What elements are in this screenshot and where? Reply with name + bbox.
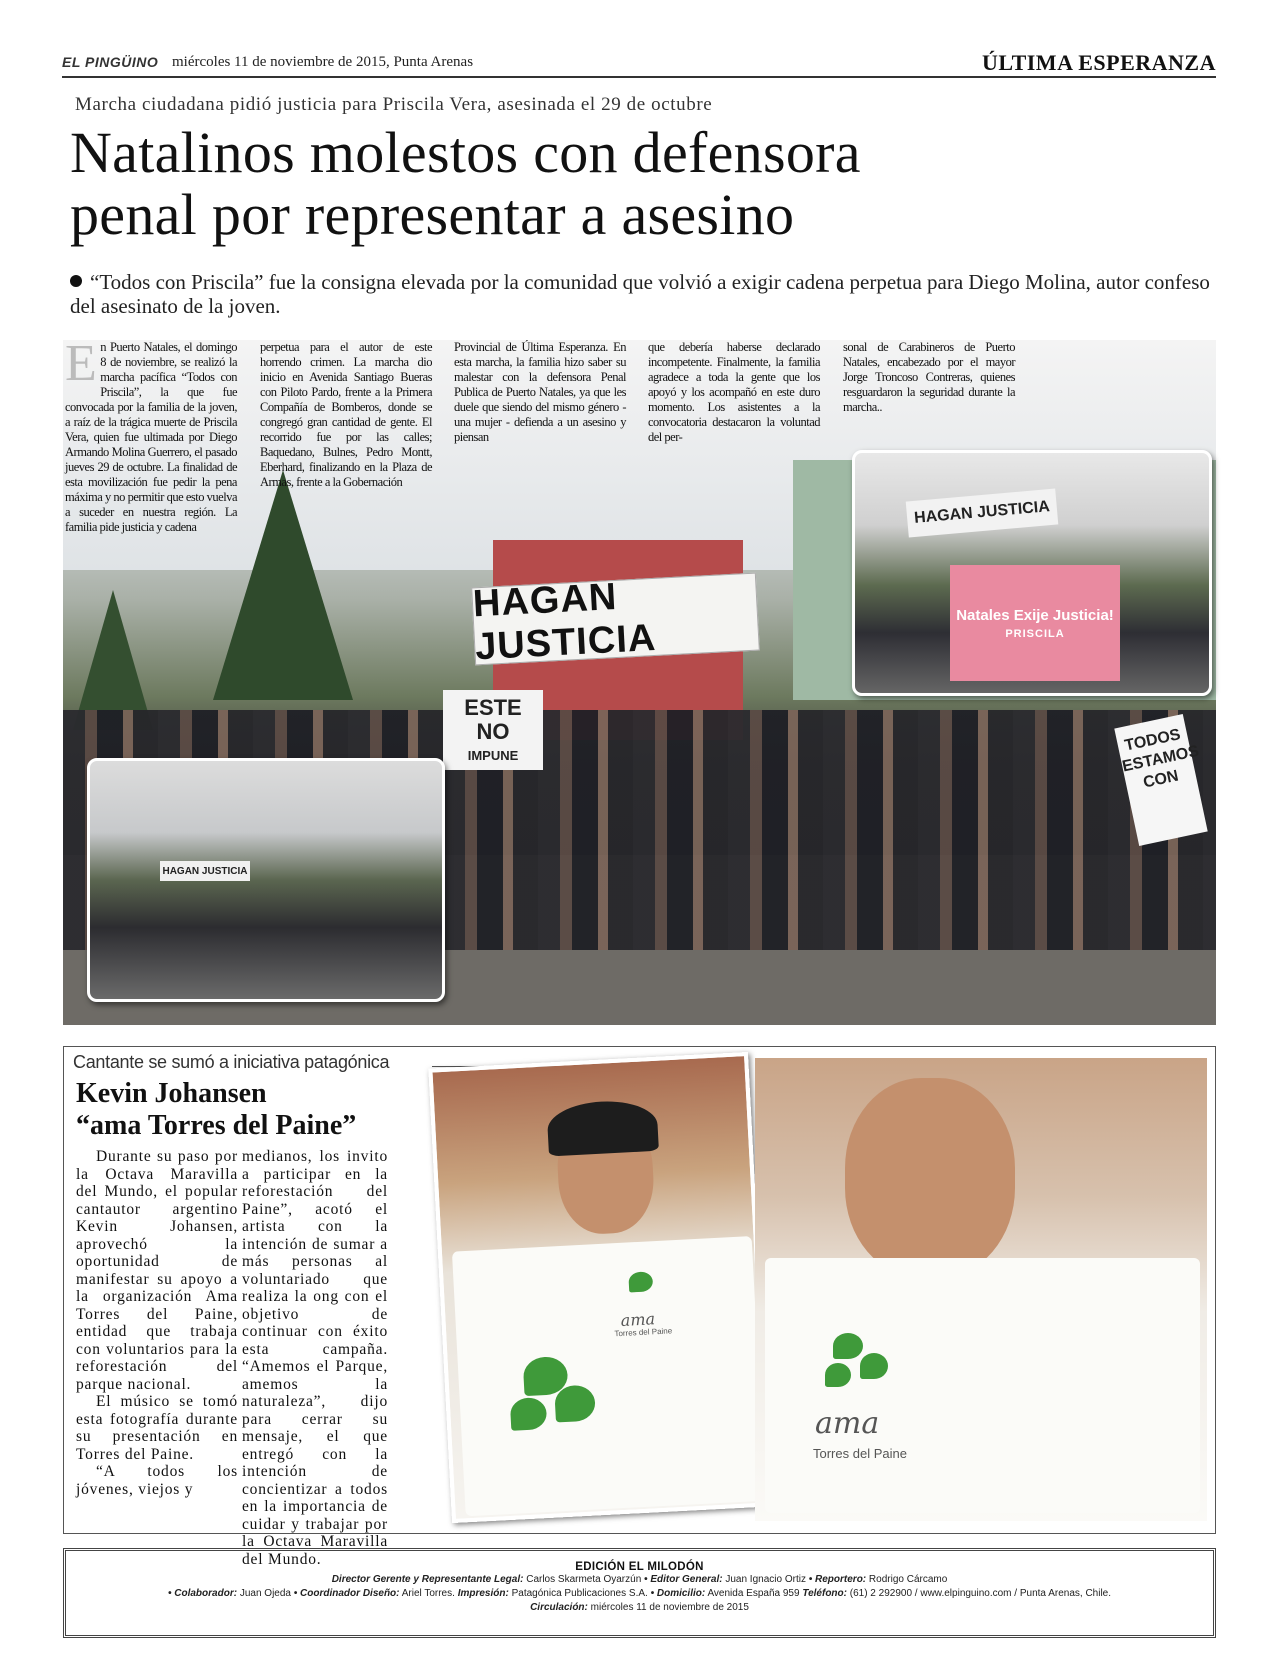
footer-line-2 <box>66 1587 1213 1601</box>
leaf-icon <box>860 1353 888 1379</box>
photo-banner: HAGAN JUSTICIA <box>471 573 760 666</box>
footer-label: Director Gerente y Representante Legal: <box>331 1574 524 1585</box>
second-headline-line-1: Kevin Johansen <box>76 1078 267 1109</box>
footer-value: Avenida España 959 <box>707 1588 800 1599</box>
main-column-5-text: sonal de Carabineros de Puerto Natales, encabezado por el mayor Jorge Troncoso Contreras, quienes resguardaron la seguridad durante la marcha.. <box>843 340 1015 414</box>
main-column-1-text: n Puerto Natales, el domingo 8 de noviembre, se realizó la marcha pacífica “Todos con Priscila”, la que fue convocada por la familia de la joven, a raíz de la trágica muerte de Priscila Vera, quien fue ultimada por Diego Armando Molina Guerrero, el pasado jueves 29 de octubre. La finalidad de esta movilización fue pedir la pena máxima y no permitir que esto vuelva a suceder en nuestra región. La familia pide justicia y cadena <box>65 340 237 534</box>
poster-text: Natales Exije Justicia! <box>956 606 1114 624</box>
johansen-portrait-photo <box>755 1058 1207 1521</box>
johansen-selfie-photo <box>428 1052 771 1523</box>
photo-tree-left <box>73 590 153 730</box>
footer-label: • Domicilio: <box>650 1588 706 1599</box>
shirt-logo: ama <box>815 1406 880 1441</box>
headline-line-1: Natalinos molestos con defensora <box>70 120 861 185</box>
second-column-2-text: medianos, los invito a participar en la reforestación del Paine”, acotó el artista con la intención de sumar a más personas al voluntariado que realiza la ong con el objetivo de continuar con éxito esta campaña. “Amemos el Parque, amemos la naturaleza”, dijo para cerrar su mensaje, el que entregó con la intención de concientizar a todos en la importancia de cuidar y trabajar por la Octava Maravilla del Mundo. <box>242 1148 388 1568</box>
footer-value: Ariel Torres. <box>401 1588 455 1599</box>
inset-left-banner: HAGAN JUSTICIA <box>160 861 250 881</box>
photo-shirt <box>452 1236 765 1516</box>
page-header <box>62 52 1216 76</box>
main-column-4-text: que debería haberse declarado incompetente. Finalmente, la familia agradece a toda la gente que los apoyó y los acompañó en este duro momento. Los asistentes a la convocatoria destacaron la voluntad del per- <box>648 340 820 444</box>
footer-label: • Reportero: <box>808 1574 867 1585</box>
headline-line-2: penal por representar a asesino <box>70 182 795 247</box>
poster-name: PRISCILA <box>1005 627 1065 640</box>
bullet-icon <box>70 275 82 287</box>
footer-value: Rodrigo Cárcamo <box>868 1574 948 1585</box>
shirt-logo: ama <box>620 1309 656 1330</box>
main-column-5 <box>843 340 1015 415</box>
second-kicker: Cantante se sumó a iniciativa patagónica <box>73 1052 390 1072</box>
footer-value: Carlos Skarmeta Oyarzún <box>526 1574 642 1585</box>
main-column-1 <box>65 335 237 535</box>
footer-label: • Colaborador: <box>167 1588 238 1599</box>
main-column-2-text: perpetua para el autor de este horrendo crimen. La marcha dio inicio en Avenida Santiago Bueras con Piloto Pardo, frente a la Primera Compañía de Bomberos, donde se congregó gran cantidad de gente. El recorrido fue por las calles; Baquedano, Bulnes, Pedro Montt, Eberhard, finalizando en la Plaza de Armas, frente a la Gobernación <box>260 340 432 489</box>
sign-este-line-3: IMPUNE <box>467 748 519 763</box>
footer-value: miércoles 11 de noviembre de 2015 <box>590 1602 749 1613</box>
footer-line-1 <box>66 1573 1213 1587</box>
footer-label: • Coordinador Diseño: <box>293 1588 400 1599</box>
photo-sign-todos: TODOS ESTAMOS CON <box>1114 714 1207 846</box>
second-column-2 <box>242 1148 388 1568</box>
second-headline-line-2: “ama Torres del Paine” <box>76 1110 357 1141</box>
shirt-logo-sub: Torres del Paine <box>614 1326 673 1339</box>
footer-label: Impresión: <box>457 1588 509 1599</box>
inset-banner: HAGAN JUSTICIA <box>906 489 1059 538</box>
main-column-3 <box>454 340 626 445</box>
sign-este-line-1: ESTE <box>464 695 522 720</box>
photo-face <box>845 1078 1015 1278</box>
second-headline <box>76 1078 406 1142</box>
header-rule <box>62 76 1216 78</box>
footer-value: (61) 2 292900 / www.elpinguino.com / Punta Arenas, Chile. <box>849 1588 1112 1599</box>
summary-text: “Todos con Priscila” fue la consigna elevada por la comunidad que volvió a exigir cadena perpetua para Diego Molina, autor confeso del asesinato de la joven. <box>70 270 1210 318</box>
second-column-1-p1: Durante su paso por la Octava Maravilla del Mundo, el popular cantautor argentino Kevin Johansen, aprovechó la oportunidad de manifestar su apoyo a la organización Ama Torres del Paine, entidad que trabaja con voluntarios para la reforestación del parque nacional. <box>76 1148 238 1393</box>
footer-title: EDICIÓN EL MILODÓN <box>575 1561 704 1573</box>
footer-value: Juan Ojeda <box>239 1588 291 1599</box>
leaf-icon <box>833 1333 863 1359</box>
photo-cap <box>546 1099 659 1157</box>
photo-sign-este <box>443 690 543 770</box>
main-column-4 <box>648 340 820 445</box>
main-column-2 <box>260 340 432 490</box>
main-kicker: Marcha ciudadana pidió justicia para Priscila Vera, asesinada el 29 de octubre <box>75 94 713 115</box>
footer-line-3 <box>66 1601 1213 1615</box>
shirt-logo-sub: Torres del Paine <box>813 1446 907 1461</box>
sign-este-line-2: NO <box>476 719 510 744</box>
dropcap: E <box>65 335 97 392</box>
footer-label: Circulación: <box>530 1602 588 1613</box>
main-summary <box>70 270 1220 318</box>
main-column-3-text: Provincial de Última Esperanza. En esta marcha, la familia hizo saber su malestar con la defensora Penal Publica de Puerto Natales, ya que les duele que siendo del mismo género - una mujer - defienda a un asesino y piensan <box>454 340 626 444</box>
second-column-1-p2: El músico se tomó esta fotografía durante su presentación en Torres del Paine. <box>76 1393 238 1463</box>
section-title: ÚLTIMA ESPERANZA <box>982 50 1216 75</box>
inset-photo-street <box>87 758 445 1002</box>
leaf-icon <box>825 1363 851 1387</box>
footer-label: Teléfono: <box>802 1588 847 1599</box>
footer-value: Patagónica Publicaciones S.A. <box>511 1588 648 1599</box>
newspaper-logo: EL PINGÜINO <box>62 54 159 70</box>
footer-label: • Editor General: <box>644 1574 723 1585</box>
second-column-1 <box>76 1148 238 1498</box>
footer-value: Juan Ignacio Ortiz <box>725 1574 806 1585</box>
justice-poster <box>950 565 1120 681</box>
footer-masthead <box>63 1548 1216 1638</box>
dateline: miércoles 11 de noviembre de 2015, Punta Arenas <box>172 54 474 70</box>
main-headline <box>70 122 1170 246</box>
second-column-1-p3: “A todos los jóvenes, viejos y <box>76 1463 238 1498</box>
inset-photo-poster <box>852 450 1212 696</box>
